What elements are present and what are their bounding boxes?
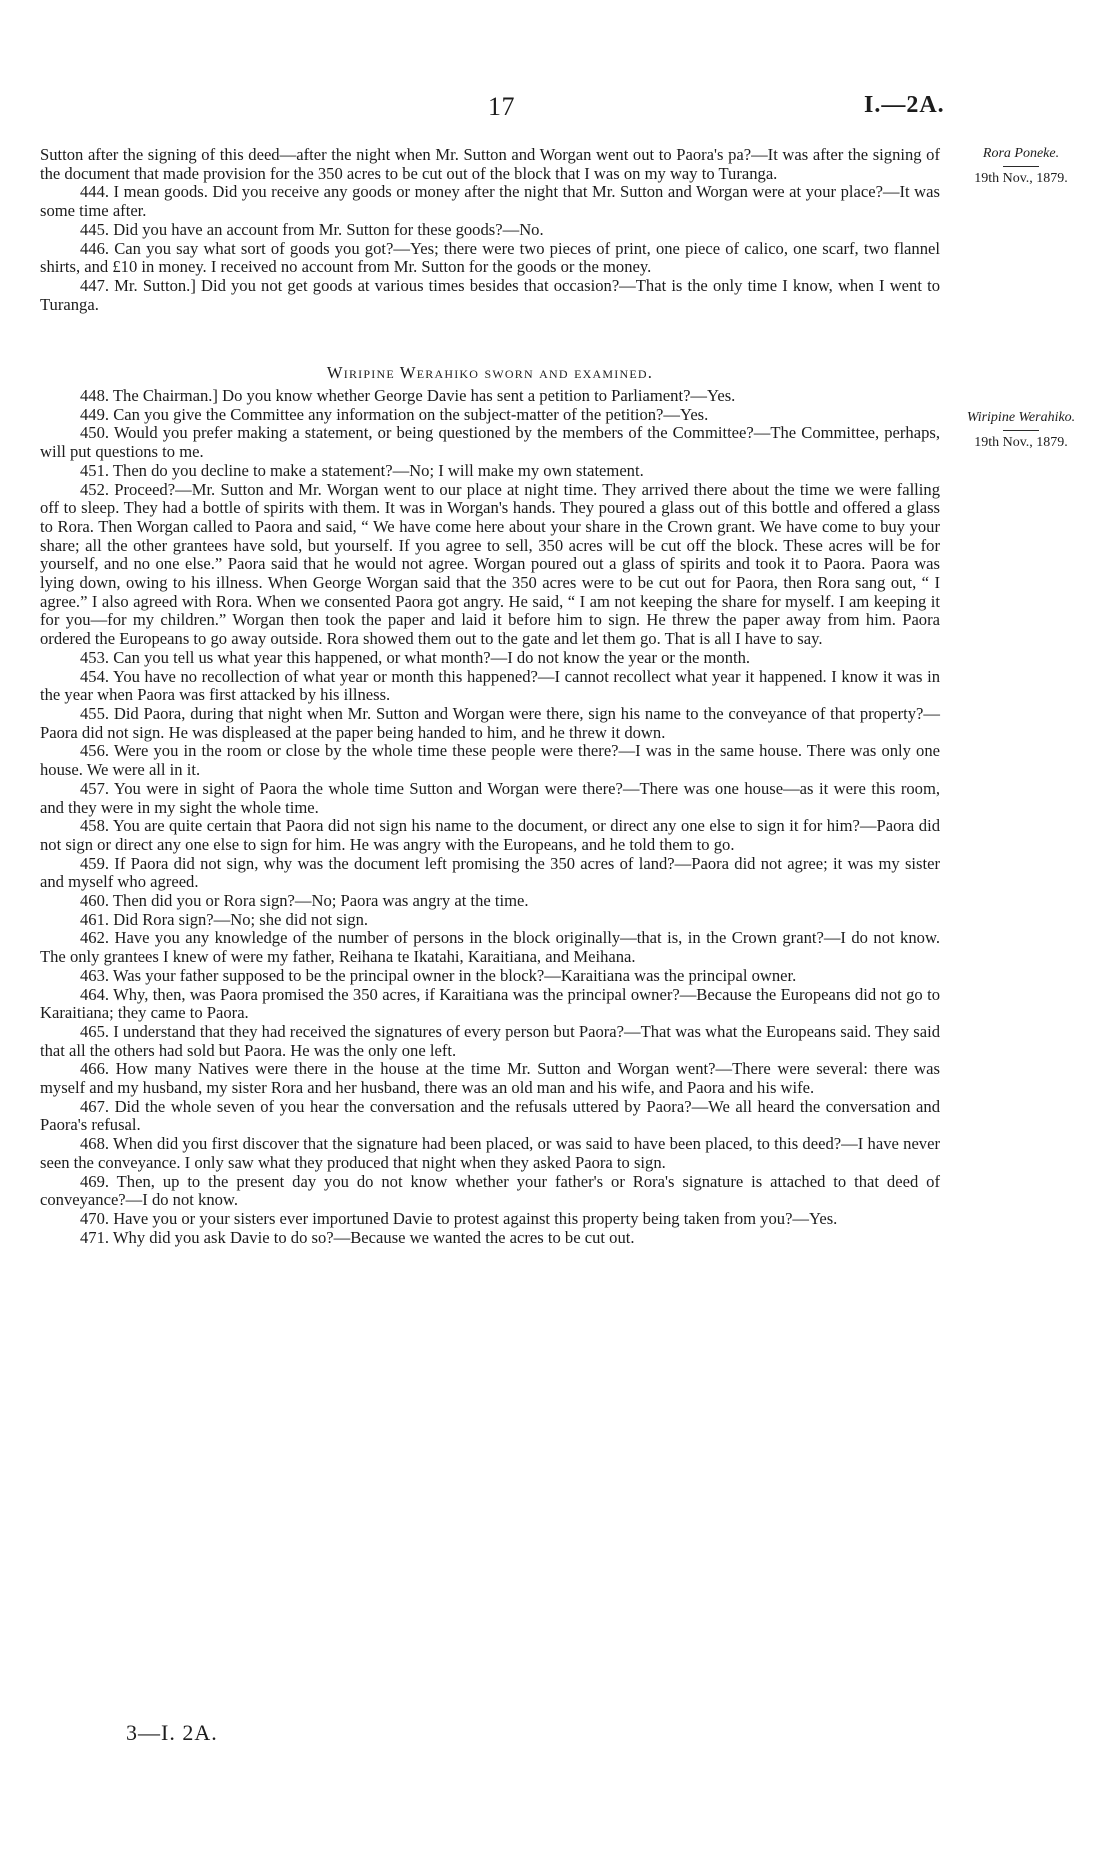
question-454: 454. You have no recollection of what year or month this happened?—I cannot recollect what year it happened. I know it was in the year when Paora was first attacked by his illness.: [40, 666, 940, 705]
question-453: 453. Can you tell us what year this happened, or what month?—I do not know the year or the month.: [80, 647, 751, 667]
margin-note-wiripine: [953, 410, 1089, 451]
question-465: 465. I understand that they had received the signatures of every person but Paora?—That was what the Europeans said. They said that all the others had sold but Paora. He was the only one left.: [40, 1021, 940, 1060]
margin-witness-name: Rora Poneke.: [982, 146, 1060, 161]
question-446: 446. Can you say what sort of goods you got?—Yes; there were two pieces of print, one piece of calico, one scarf, two flannel shirts, and £10 in money. I received no account from Mr. Sutton for the goods or the money.: [40, 238, 940, 277]
question-458: 458. You are quite certain that Paora did not sign his name to the document, or direct any one else to sign it for him?—Paora did not sign or direct any one else to sign for him. He was angry with the Europeans, and he told them to go.: [40, 816, 940, 854]
question-471: 471. Why did you ask Davie to do so?—Because we wanted the acres to be cut out.: [80, 1227, 635, 1247]
question-447: 447. Mr. Sutton.] Did you not get goods at various times besides that occasion?—That is the only time I know, when I went to Turanga.: [40, 275, 940, 314]
document-code: I.—2A.: [864, 92, 945, 118]
margin-divider: [1003, 166, 1039, 167]
page-number: 17: [488, 92, 515, 121]
question-469: 469. Then, up to the present day you do not know whether your father's or Rora's signature is attached to that deed of conveyance?—I do not know.: [40, 1171, 940, 1210]
question-470: 470. Have you or your sisters ever importuned Davie to protest against this property being taken from you?—Yes.: [80, 1208, 838, 1228]
margin-witness-name: Wiripine Werahiko.: [966, 410, 1076, 425]
question-448: 448. The Chairman.] Do you know whether George Davie has sent a petition to Parliament?—Yes.: [80, 386, 736, 406]
margin-date: 19th Nov., 1879.: [974, 435, 1068, 450]
witness-heading: Wiripine Werahiko sworn and examined.: [326, 363, 654, 383]
question-468: 468. When did you first discover that the signature had been placed, or was said to have been placed, to this deed?—I have never seen the conveyance. I only saw what they produced that night when they asked Paora to sign.: [40, 1134, 940, 1172]
question-444: 444. I mean goods. Did you receive any goods or money after the night that Mr. Sutton and Worgan were at your place?—It was some time after.: [40, 182, 940, 221]
question-449: 449. Can you give the Committee any information on the subject-matter of the petition?—Yes.: [80, 404, 709, 424]
question-463: 463. Was your father supposed to be the principal owner in the block?—Karaitiana was the principal owner.: [80, 965, 797, 985]
printer-signature: 3—I. 2A.: [126, 1720, 218, 1745]
question-451: 451. Then do you decline to make a statement?—No; I will make my own statement.: [80, 460, 644, 480]
question-455: 455. Did Paora, during that night when Mr. Sutton and Worgan were there, sign his name to the conveyance of that property?—Paora did not sign. He was displeased at the paper being handed to him, and he threw it down.: [40, 703, 940, 742]
question-457: 457. You were in sight of Paora the whole time Sutton and Worgan were there?—There was one house—as it were this room, and they were in my sight the whole time.: [40, 778, 940, 817]
question-456: 456. Were you in the room or close by the whole time these people were there?—I was in the same house. There was only one house. We were all in it.: [40, 741, 940, 780]
testimony-body: [40, 146, 940, 1247]
margin-note-rora: [953, 146, 1089, 187]
question-452: 452. Proceed?—Mr. Sutton and Mr. Worgan went to our place at night time. They arrived there about the time we were falling off to sleep. They had a bottle of spirits with them. It was in Worgan's hands. They poured a glass out of this bottle and offered a glass to Rora. Then Worgan called to Paora and said, “ We have come here about your share in the Crown grant. We have come to buy your share; all the other grantees have sold, but yourself. If you agree to sell, 350 acres will be cut off the block. These acres will be for yourself, and no one else.” Paora said that he would not agree. Worgan poured out a glass of spirits and took it to Paora. Paora was lying down, owing to his illness. When George Worgan said that the 350 acres were to be cut out for Paora, then Rora sang out, “ I agree.” I also agreed with Rora. When we consented Paora got angry. He said, “ I am not keeping the share for myself. I am keeping it for you—for my children.” Worgan then took the paper and laid it before him to sign. He threw the paper away from him. Paora ordered the Europeans to go away outside. Rora showed them out to the gate and let them go. That is all I have to say.: [40, 479, 940, 649]
margin-date: 19th Nov., 1879.: [974, 171, 1068, 186]
question-459: 459. If Paora did not sign, why was the document left promising the 350 acres of land?—Paora did not agree; it was my sister and myself who agreed.: [40, 853, 940, 892]
question-445: 445. Did you have an account from Mr. Sutton for these goods?—No.: [80, 219, 544, 239]
question-467: 467. Did the whole seven of you hear the conversation and the refusals uttered by Paora?—We all heard the conversation and Paora's refusal.: [40, 1096, 940, 1135]
question-461: 461. Did Rora sign?—No; she did not sign.: [80, 909, 369, 929]
question-462: 462. Have you any knowledge of the number of persons in the block originally—that is, in the Crown grant?—I do not know. The only grantees I knew of were my father, Reihana te Ikatahi, Karaitiana, and Meihana.: [40, 928, 940, 967]
question-460: 460. Then did you or Rora sign?—No; Paora was angry at the time.: [80, 891, 529, 911]
paragraph-continuation: Sutton after the signing of this deed—after the night when Mr. Sutton and Worgan went out to Paora's pa?—It was after the signing of the document that made provision for the 350 acres to be cut out of the block that I was on my way to Turanga.: [40, 145, 940, 183]
margin-divider: [1003, 430, 1039, 431]
question-464: 464. Why, then, was Paora promised the 350 acres, if Karaitiana was the principal owner?—Because the Europeans did not go to Karaitiana; they came to Paora.: [40, 984, 940, 1023]
question-466: 466. How many Natives were there in the house at the time Mr. Sutton and Worgan went?—There were several: there was myself and my husband, my sister Rora and her husband, there was an old man and his wife, and Paora and his wife.: [40, 1059, 940, 1098]
question-450: 450. Would you prefer making a statement, or being questioned by the members of the Committee?—The Committee, perhaps, will put questions to me.: [40, 423, 940, 462]
